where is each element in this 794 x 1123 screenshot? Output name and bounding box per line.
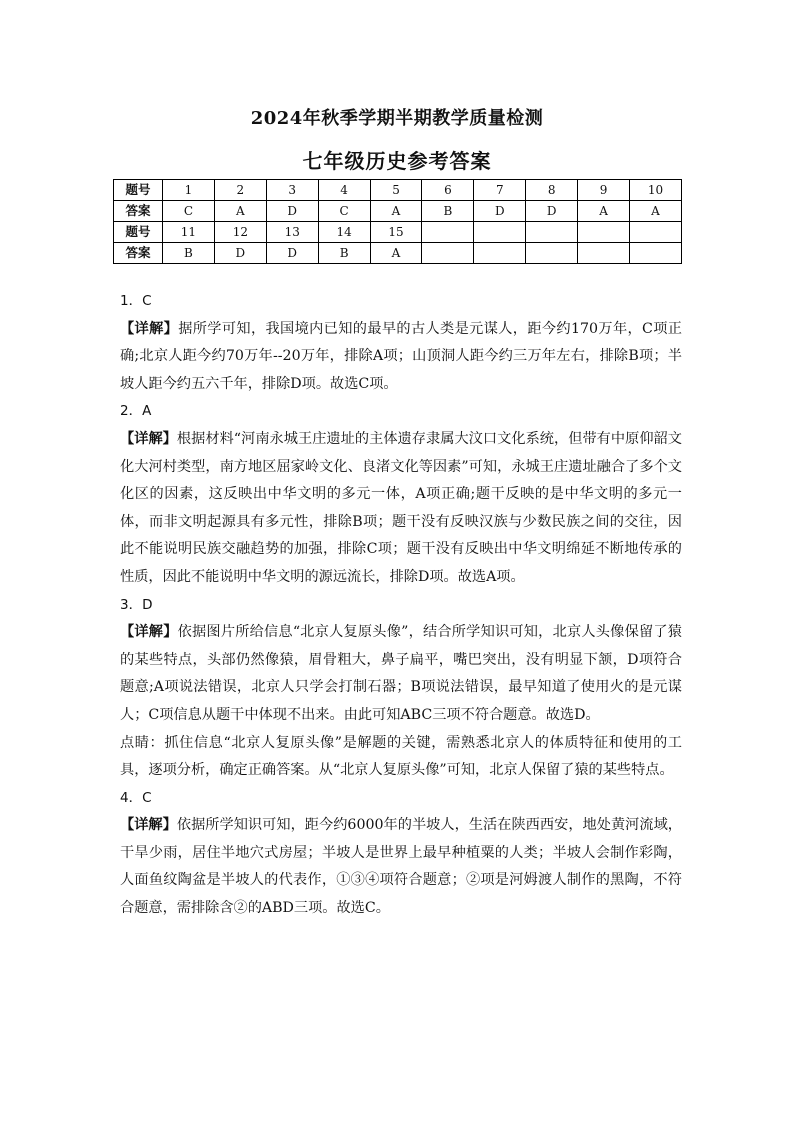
answer-key-title: 七年级历史参考答案 xyxy=(302,149,492,173)
answer-cell: D xyxy=(214,243,266,264)
item-note: 点睛：抓住信息“北京人复原头像”是解题的关键，需熟悉北京人的体质特征和使用的工具，逐项分析，确定正确答案。从“北京人复原头像”可知，北京人保留了猿的某些特点。 xyxy=(120,734,682,779)
item-number: 4．C xyxy=(120,789,152,806)
answer-cell: A xyxy=(370,243,422,264)
answer-cell: 3 xyxy=(266,180,318,201)
answer-table-row xyxy=(114,201,682,222)
answer-cell xyxy=(474,243,526,264)
answer-cell xyxy=(422,243,474,264)
answer-cell xyxy=(526,222,578,243)
answer-table-row xyxy=(114,180,682,201)
answer-cell: A xyxy=(214,201,266,222)
answer-cell xyxy=(630,222,682,243)
answer-cell: B xyxy=(163,243,215,264)
answer-table-row xyxy=(114,243,682,264)
answer-cell xyxy=(630,243,682,264)
answer-cell: 10 xyxy=(630,180,682,201)
item-number: 3．D xyxy=(120,596,153,613)
item-number: 1．C xyxy=(120,293,152,309)
explanations xyxy=(120,288,682,923)
answer-cell: C xyxy=(163,201,215,222)
answer-cell: B xyxy=(422,201,474,222)
exam-title: 2024年秋季学期半期教学质量检测 xyxy=(250,108,544,129)
answer-cell: D xyxy=(266,201,318,222)
answer-cell: A xyxy=(370,201,422,222)
answer-table xyxy=(113,179,682,264)
item-explanation: 【详解】据所学可知，我国境内已知的最早的古人类是元谋人，距今约170万年，C项正确;北京人距今约70万年--20万年，排除A项；山顶洞人距今约三万年左右，排除B项；半坡人距今约五六千年，排除D项。故选C项。 xyxy=(120,320,682,392)
answer-cell: A xyxy=(578,201,630,222)
answer-cell: 15 xyxy=(370,222,422,243)
answer-cell xyxy=(474,222,526,243)
answer-cell xyxy=(578,243,630,264)
answer-cell: 8 xyxy=(526,180,578,201)
answer-cell: 7 xyxy=(474,180,526,201)
answer-cell: D xyxy=(266,243,318,264)
item-explanation: 【详解】根据材料“河南永城王庄遗址的主体遗存隶属大汶口文化系统，但带有中原仰韶文化大河村类型，南方地区屈家岭文化、良渚文化等因素”可知，永城王庄遗址融合了多个文化区的因素，这反映出中华文明的多元一体，A项正确;题干反映的是中华文明的多元一体，而非文明起源具有多元性，排除B项；题干没有反映汉族与少数民族之间的交往，因此不能说明民族交融趋势的加强，排除C项；题干没有反映出中华文明绵延不断地传承的性质，因此不能说明中华文明的源远流长，排除D项。故选A项。 xyxy=(120,430,682,585)
answer-cell: 2 xyxy=(214,180,266,201)
answer-cell: D xyxy=(474,201,526,222)
answer-cell: 4 xyxy=(318,180,370,201)
item-number: 2．A xyxy=(120,403,152,420)
answer-cell: 14 xyxy=(318,222,370,243)
answer-cell: B xyxy=(318,243,370,264)
answer-cell: 1 xyxy=(163,180,215,201)
answer-cell: D xyxy=(526,201,578,222)
answer-table-row xyxy=(114,222,682,243)
row-label: 答案 xyxy=(114,201,163,222)
answer-cell xyxy=(578,222,630,243)
row-label: 答案 xyxy=(114,243,163,264)
item-explanation: 【详解】依据图片所给信息“北京人复原头像”，结合所学知识可知，北京人头像保留了猿的某些特点，头部仍然像猿，眉骨粗大，鼻子扁平，嘴巴突出，没有明显下颔，D项符合题意;A项说法错误，北京人只学会打制石器；B项说法错误，最早知道了使用火的是元谋人；C项信息从题干中体现不出来。由此可知ABC三项不符合题意。故选D。 xyxy=(120,624,682,723)
answer-cell: 13 xyxy=(266,222,318,243)
answer-cell: 12 xyxy=(214,222,266,243)
row-label: 题号 xyxy=(114,222,163,243)
item-explanation: 【详解】依据所学知识可知，距今约6000年的半坡人，生活在陕西西安，地处黄河流域，干旱少雨，居住半地穴式房屋；半坡人是世界上最早种植粟的人类；半坡人会制作彩陶，人面鱼纹陶盆是半坡人的代表作，①③④项符合题意；②项是河姆渡人制作的黑陶，不符合题意，需排除含②的ABD三项。故选C。 xyxy=(120,817,682,917)
answer-cell: 11 xyxy=(163,222,215,243)
answer-cell: A xyxy=(630,201,682,222)
answer-cell xyxy=(422,222,474,243)
row-label: 题号 xyxy=(114,180,163,201)
answer-cell: 9 xyxy=(578,180,630,201)
answer-cell: 6 xyxy=(422,180,474,201)
answer-cell xyxy=(526,243,578,264)
answer-cell: 5 xyxy=(370,180,422,201)
answer-cell: C xyxy=(318,201,370,222)
